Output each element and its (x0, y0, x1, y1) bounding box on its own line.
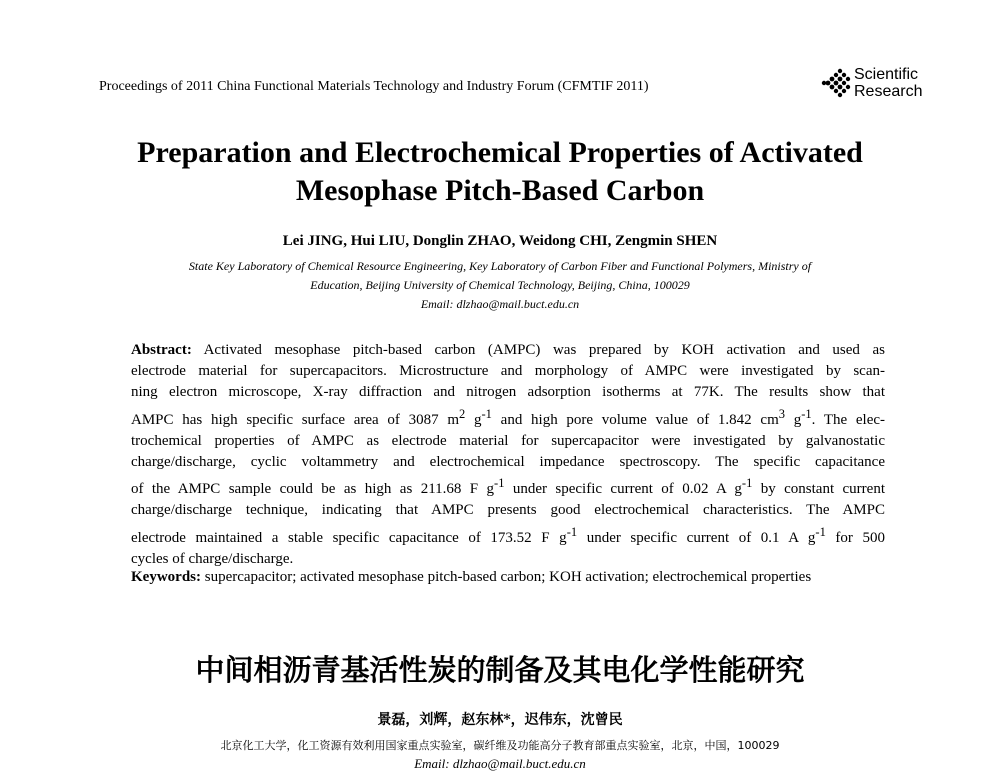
abstract-line: electrode material for supercapacitors. Microstructure and morphology of AMPC were investigated by scan- (131, 363, 885, 380)
abstract-line: trochemical properties of AMPC as electrode material for supercapacitor were investigated by galvanostatic (131, 432, 885, 449)
abstract-line (131, 522, 885, 549)
chinese-affiliation: 北京化工大学，化工资源有效利用国家重点实验室，碳纤维及功能高分子教育部重点实验室，北京，中国，100029 (220, 739, 780, 752)
abstract-text: by constant current (752, 481, 885, 498)
abstract-line: charge/discharge, cyclic voltammetry and electrochemical impedance spectroscopy. The specific capacitance (131, 454, 885, 471)
keywords (131, 567, 885, 588)
abstract-text: under specific current of 0.02 A g (504, 481, 742, 498)
diamond-dots-icon (818, 66, 852, 100)
superscript: -1 (566, 524, 578, 539)
superscript: -1 (494, 476, 505, 491)
paper-title (0, 134, 1000, 210)
publisher-name-line1: Scientific (854, 66, 919, 83)
affiliation (0, 257, 1000, 314)
abstract-line: ning electron microscope, X-ray diffraction and nitrogen adsorption isotherms at 77K. The results show that (131, 384, 885, 401)
chinese-authors: 景磊，刘辉，赵东林*，迟伟东，沈曾民 (377, 712, 623, 728)
abstract-text: for 500 (825, 529, 885, 546)
keywords-label: Keywords: (131, 569, 201, 585)
abstract-line (131, 473, 885, 500)
abstract-line: charge/discharge technique, indicating that AMPC presents good electrochemical characteristics. The AMPC (131, 502, 885, 519)
proceedings-header: Proceedings of 2011 China Functional Materials Technology and Industry Forum (CFMTIF 2011) (99, 79, 649, 94)
paper-title-line2: Mesophase Pitch-Based Carbon (295, 174, 705, 207)
publisher-logo (818, 66, 922, 100)
publisher-name (854, 66, 922, 100)
superscript: -1 (815, 524, 826, 539)
abstract-text: electrode maintained a stable specific capacitance of 173.52 F g (131, 529, 567, 546)
abstract-text: g (465, 411, 482, 428)
abstract-text: of the AMPC sample could be as high as 211.68 F g (131, 481, 495, 498)
abstract-text: Activated mesophase pitch-based carbon (AMPC) was prepared by KOH activation and used as (203, 342, 885, 358)
chinese-email: Email: dlzhao@mail.buct.edu.cn (414, 756, 586, 771)
abstract-text: . The elec- (811, 411, 886, 428)
superscript: 2 (459, 406, 466, 421)
abstract-text: and high pore volume value of 1.842 cm (491, 411, 779, 428)
superscript: -1 (801, 406, 812, 421)
affiliation-line1: State Key Laboratory of Chemical Resource Engineering, Key Laboratory of Carbon Fiber and Functional Polymers, Ministry of (188, 259, 812, 273)
superscript: -1 (741, 476, 753, 491)
paper-title-line1: Preparation and Electrochemical Properties of Activated (137, 136, 863, 169)
abstract-line (131, 404, 885, 431)
publisher-name-line2: Research (854, 83, 923, 100)
superscript: 3 (778, 406, 785, 421)
affiliation-line2: Education, Beijing University of Chemical Technology, Beijing, China, 100029 (310, 278, 690, 292)
author-list: Lei JING, Hui LIU, Donglin ZHAO, Weidong CHI, Zengmin SHEN (282, 233, 718, 249)
author-email: Email: dlzhao@mail.buct.edu.cn (420, 297, 580, 311)
abstract-line (131, 340, 885, 361)
chinese-title: 中间相沥青基活性炭的制备及其电化学性能研究 (195, 653, 805, 687)
abstract-text: g (784, 411, 802, 428)
abstract-text: under specific current of 0.1 A g (577, 529, 816, 546)
abstract-line: cycles of charge/discharge. (131, 550, 294, 567)
abstract-label: Abstract: (131, 342, 192, 358)
abstract-text: AMPC has high specific surface area of 3087 m (131, 411, 460, 428)
keywords-text: supercapacitor; activated mesophase pitch-based carbon; KOH activation; electrochemical properties (204, 569, 812, 585)
abstract (131, 340, 885, 570)
superscript: -1 (481, 406, 492, 421)
